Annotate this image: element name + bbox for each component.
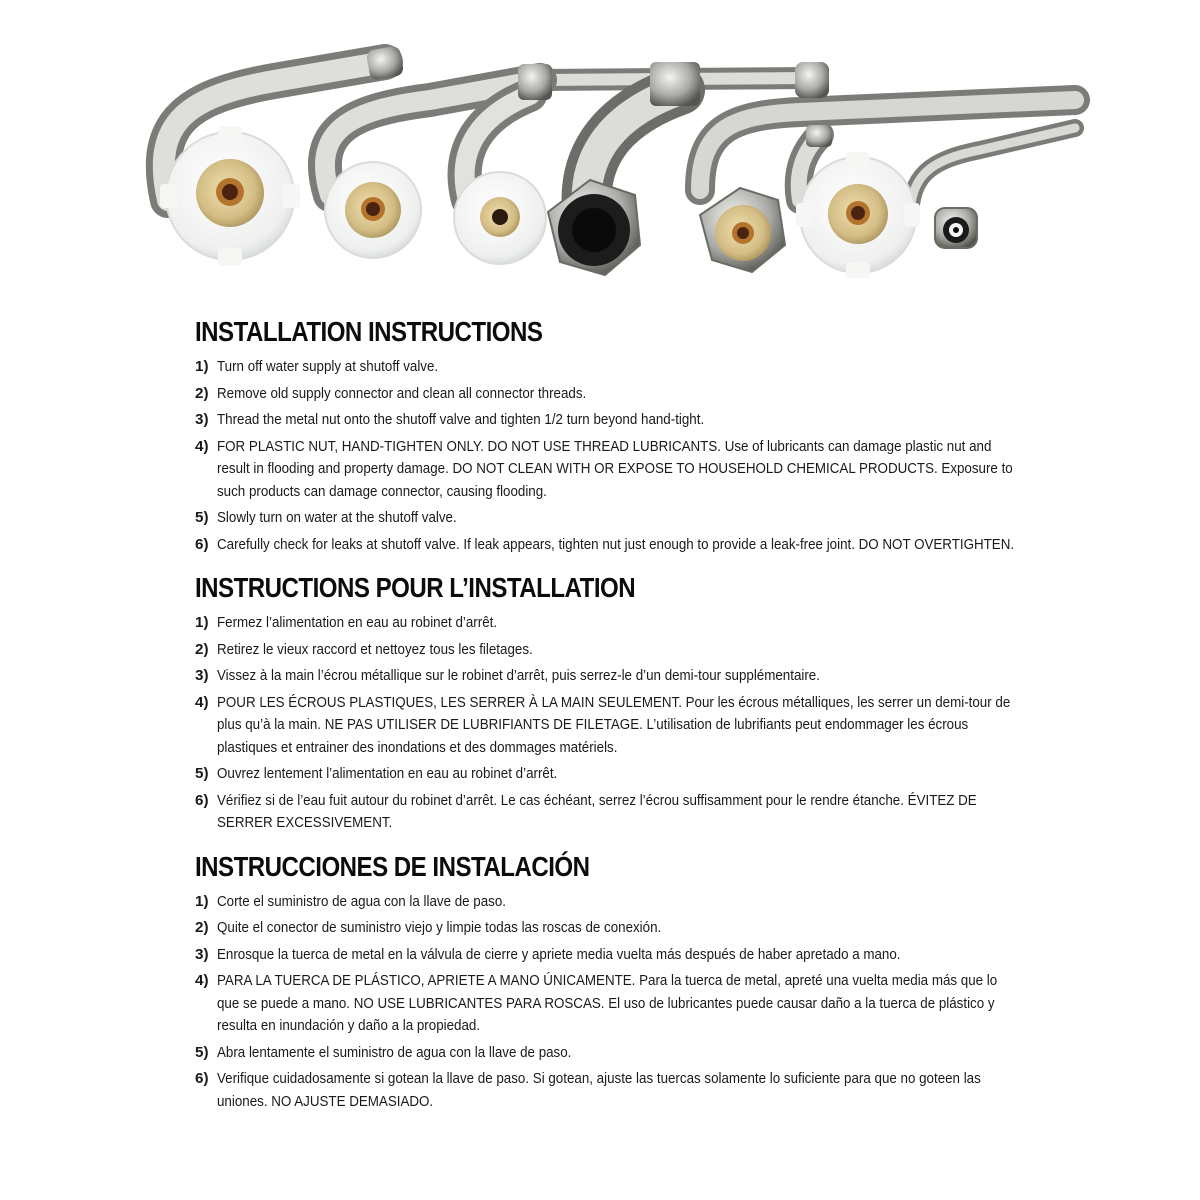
steps-list [195,612,1025,835]
step-item [195,970,1025,1038]
step-number: 2) [195,640,209,658]
step-item [195,612,1025,635]
step-item [195,1042,1025,1065]
step-text: Retirez le vieux raccord et nettoyez tous les filetages. [217,640,533,658]
product-photo [0,0,1200,300]
step-text: Quite el conector de suministro viejo y limpie todas las roscas de conexión. [217,919,662,936]
step-item [195,409,1025,432]
step-text: Abra lentamente el suministro de agua con la llave de paso. [217,1043,572,1061]
step-number: 2) [195,384,209,402]
step-text: Ouvrez lentement l’alimentation en eau au robinet d’arrêt. [217,765,558,782]
section-spanish [195,849,1025,1114]
step-text: Vissez à la main l’écrou métallique sur le robinet d’arrêt, puis serrez-le d’un demi-tour supplémentaire. [217,667,820,684]
step-number: 6) [195,791,209,809]
steps-list [195,891,1025,1114]
step-item [195,1068,1025,1113]
plastic-nut-connector-2 [325,162,421,258]
step-item [195,917,1025,940]
supply-connectors-image [0,0,1200,300]
step-number: 5) [195,765,209,782]
step-number: 4) [195,972,209,989]
step-text: Fermez l’alimentation en eau au robinet d’arrêt. [217,614,498,631]
section-french [195,570,1025,835]
step-number: 3) [195,667,209,684]
step-item [195,639,1025,662]
step-item [195,763,1025,786]
step-item [195,944,1025,967]
steps-list [195,356,1025,556]
instructions [195,314,1025,1117]
step-text: Turn off water supply at shutoff valve. [217,358,439,375]
section-title: INSTRUCTIONS POUR L’INSTALLATION [195,572,636,603]
step-item [195,790,1025,835]
step-number: 6) [195,1070,209,1087]
step-number: 4) [195,437,209,455]
step-number: 6) [195,535,209,553]
step-number: 2) [195,919,209,936]
step-item [195,692,1025,760]
step-number: 5) [195,1043,209,1061]
step-text: Verifique cuidadosamente si gotean la llave de paso. Si gotean, ajuste las tuercas solamente lo suficiente para que no goteen las uniones. NO AJUSTE DEMASIADO. [217,1070,981,1110]
step-item [195,436,1025,504]
step-text: FOR PLASTIC NUT, HAND-TIGHTEN ONLY. DO NOT USE THREAD LUBRICANTS. Use of lubricants can damage plastic nut and result in flooding and property damage. DO NOT CLEAN WITH OR EXPOSE TO HOUSEHOLD CHEMICAL PRODUCTS. Exposure to such products can damage connector, causing flooding. [217,437,1013,500]
step-number: 5) [195,509,209,526]
step-item [195,356,1025,379]
step-text: Carefully check for leaks at shutoff valve. If leak appears, tighten nut just enough to provide a leak-free joint. DO NOT OVERTIGHTEN. [217,535,1015,553]
step-item [195,507,1025,530]
step-text: Slowly turn on water at the shutoff valve. [217,509,457,526]
step-number: 3) [195,945,209,963]
step-text: Vérifiez si de l’eau fuit autour du robinet d’arrêt. Le cas échéant, serrez l’écrou suffisamment pour le rendre étanche. ÉVITEZ DE SERRER EXCESSIVEMENT. [217,791,977,831]
step-item [195,383,1025,406]
section-title: INSTALLATION INSTRUCTIONS [195,316,543,347]
step-text: Enrosque la tuerca de metal en la válvula de cierre y apriete media vuelta más después de haber apretado a mano. [217,945,901,963]
step-text: PARA LA TUERCA DE PLÁSTICO, APRIETE A MANO ÚNICAMENTE. Para la tuerca de metal, apreté una vuelta media más que lo que se puede a mano. NO USE LUBRICANTES PARA ROSCAS. El uso de lubricantes puede causar daño a la tuerca de plástico y resulta en inundación y daño a la propiedad. [217,972,998,1034]
step-text: Remove old supply connector and clean all connector threads. [217,384,587,402]
compression-fitting-connector [935,208,977,248]
step-text: POUR LES ÉCROUS PLASTIQUES, LES SERRER À LA MAIN SEULEMENT. Pour les écrous métalliques, les serrer un demi-tour de plus qu’à la main. NE PAS UTILISER DE LUBRIFIANTS DE FILETAGE. L’utilisation de lubrifiants peut endommager les écrous plastiques et entrainer des inondations et des dommages matériels. [217,693,1011,756]
step-number: 4) [195,693,209,711]
step-text: Corte el suministro de agua con la llave de paso. [217,892,507,910]
plastic-nut-connector-3 [454,172,546,264]
step-number: 1) [195,614,209,631]
metal-nut-brass-connector [700,188,785,272]
step-item [195,891,1025,914]
step-number: 3) [195,411,209,428]
step-text: Thread the metal nut onto the shutoff valve and tighten 1/2 turn beyond hand-tight. [217,411,705,428]
section-english [195,314,1025,556]
step-number: 1) [195,892,209,910]
section-title: INSTRUCCIONES DE INSTALACIÓN [195,850,590,882]
step-number: 1) [195,358,209,375]
step-item [195,665,1025,688]
step-item [195,534,1025,557]
